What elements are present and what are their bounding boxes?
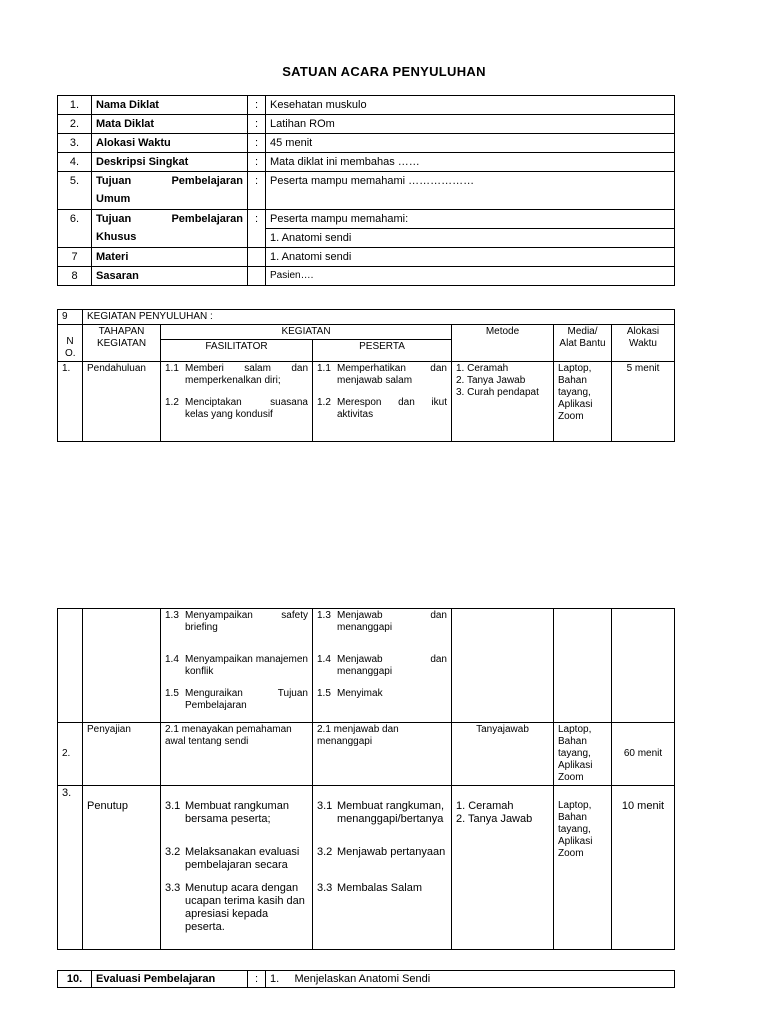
row-value: Peserta mampu memahami: bbox=[266, 210, 675, 229]
tahap-label bbox=[83, 786, 161, 950]
item-text: Menjawab dan menanggapi bbox=[337, 654, 447, 677]
alokasi-cell bbox=[612, 786, 675, 950]
row-number: 4. bbox=[58, 153, 92, 172]
item-number: 1.2 bbox=[165, 397, 179, 408]
peserta-cell bbox=[313, 786, 452, 950]
table-row bbox=[58, 362, 675, 442]
item-number: 1.4 bbox=[317, 654, 331, 665]
item-number: 3.3 bbox=[165, 882, 181, 894]
list-item bbox=[165, 688, 308, 712]
metode-item: 1. Ceramah bbox=[456, 800, 514, 812]
row-separator: : bbox=[248, 134, 266, 153]
section-heading: KEGIATAN PENYULUHAN : bbox=[83, 310, 675, 325]
table-row bbox=[58, 723, 675, 786]
evaluasi-table bbox=[57, 970, 675, 988]
header-peserta: PESERTA bbox=[313, 340, 452, 362]
metode-cell bbox=[452, 609, 554, 723]
item-text: Membuat rangkuman, menanggapi/bertanya bbox=[337, 800, 444, 825]
list-item bbox=[165, 363, 308, 387]
list-item bbox=[317, 882, 447, 895]
media-cell bbox=[554, 786, 612, 950]
list-item bbox=[317, 654, 447, 678]
item-text: Menutup acara dengan ucapan terima kasih dan apresiasi kepada peserta. bbox=[185, 882, 305, 933]
row-number-text: 2. bbox=[62, 748, 71, 759]
header-fasilitator: FASILITATOR bbox=[161, 340, 313, 362]
row-value: Mata diklat ini membahas …… bbox=[266, 153, 675, 172]
row-number: 10. bbox=[58, 971, 92, 988]
row-separator: : bbox=[248, 971, 266, 988]
list-item bbox=[165, 846, 308, 872]
item-number: 1.3 bbox=[165, 610, 179, 621]
row-number: 5. bbox=[58, 172, 92, 210]
row-label bbox=[92, 172, 248, 210]
tahap-text: Penutup bbox=[87, 800, 128, 812]
row-separator: : bbox=[248, 172, 266, 210]
media-cell: Laptop, Bahan tayang, Aplikasi Zoom bbox=[554, 362, 612, 442]
table-row bbox=[58, 134, 675, 153]
item-text: Menguraikan Tujuan Pembelajaran bbox=[185, 688, 308, 711]
info-table bbox=[57, 95, 675, 286]
metode-item: 3. Curah pendapat bbox=[456, 387, 539, 398]
header-metode: Metode bbox=[452, 325, 554, 362]
metode-item: 1. Ceramah bbox=[456, 363, 509, 374]
item-number: 3.2 bbox=[165, 846, 181, 858]
item-text: Memberi salam dan memperkenalkan diri; bbox=[185, 363, 308, 386]
item-text: Membalas Salam bbox=[337, 882, 422, 894]
kegiatan-table bbox=[57, 309, 675, 442]
table-row bbox=[58, 96, 675, 115]
item-text: Menjawab pertanyaan bbox=[337, 846, 446, 858]
label-part: Tujuan bbox=[96, 213, 132, 225]
item-number: 1.1 bbox=[317, 363, 331, 374]
table-row bbox=[58, 786, 675, 950]
row-label: Evaluasi Pembelajaran bbox=[92, 971, 248, 988]
row-number: 3. bbox=[58, 786, 83, 950]
row-label: Mata Diklat bbox=[92, 115, 248, 134]
tahap-label: Penyajian bbox=[83, 723, 161, 786]
page-title: SATUAN ACARA PENYULUHAN bbox=[282, 64, 486, 79]
alokasi-cell: 5 menit bbox=[612, 362, 675, 442]
media-cell: Laptop, Bahan tayang, Aplikasi Zoom bbox=[554, 723, 612, 786]
table-row bbox=[58, 248, 675, 267]
metode-cell: Tanyajawab bbox=[452, 723, 554, 786]
table-row bbox=[58, 325, 675, 340]
list-item bbox=[317, 610, 447, 634]
peserta-cell bbox=[313, 609, 452, 723]
item-number: 3.2 bbox=[317, 846, 333, 858]
row-number: 2. bbox=[58, 115, 92, 134]
header-alokasi: Alokasi Waktu bbox=[612, 325, 675, 362]
header-media: Media/ Alat Bantu bbox=[554, 325, 612, 362]
item-text: Menciptakan suasana kelas yang kondusif bbox=[185, 397, 308, 420]
metode-item: 2. Tanya Jawab bbox=[456, 813, 533, 825]
list-item bbox=[317, 846, 447, 859]
item-number: 1.2 bbox=[317, 397, 331, 408]
row-separator: : bbox=[248, 153, 266, 172]
list-item bbox=[165, 800, 308, 826]
header-no bbox=[58, 325, 83, 362]
table-row bbox=[58, 310, 675, 325]
metode-cell bbox=[452, 362, 554, 442]
row-separator bbox=[248, 267, 266, 286]
item-text: Menyimak bbox=[337, 688, 383, 699]
row-number: 6. bbox=[58, 210, 92, 248]
tahap-label bbox=[83, 609, 161, 723]
list-item bbox=[165, 610, 308, 634]
list-item bbox=[165, 654, 308, 678]
row-number: 3. bbox=[58, 134, 92, 153]
tahap-label: Pendahuluan bbox=[83, 362, 161, 442]
row-label bbox=[92, 210, 248, 248]
label-part: Tujuan bbox=[96, 175, 132, 187]
peserta-cell: 2.1 menjawab dan menanggapi bbox=[313, 723, 452, 786]
item-number: 3.1 bbox=[165, 800, 181, 812]
row-label: Sasaran bbox=[92, 267, 248, 286]
list-item bbox=[317, 363, 447, 387]
row-value: Pasien…. bbox=[266, 267, 675, 286]
header-kegiatan: KEGIATAN bbox=[161, 325, 452, 340]
item-number: 1.5 bbox=[165, 688, 179, 699]
alokasi-cell bbox=[612, 723, 675, 786]
row-label: Nama Diklat bbox=[92, 96, 248, 115]
peserta-cell bbox=[313, 362, 452, 442]
table-row bbox=[58, 210, 675, 229]
row-label: Materi bbox=[92, 248, 248, 267]
item-text: Menjawab dan menanggapi bbox=[337, 610, 447, 633]
row-separator bbox=[248, 248, 266, 267]
table-row bbox=[58, 153, 675, 172]
alokasi-cell bbox=[612, 609, 675, 723]
table-row bbox=[58, 115, 675, 134]
row-value: 45 menit bbox=[266, 134, 675, 153]
item-number: 1.3 bbox=[317, 610, 331, 621]
label-part: Umum bbox=[96, 193, 131, 205]
list-item bbox=[317, 800, 447, 826]
table-row bbox=[58, 971, 675, 988]
table-row bbox=[58, 172, 675, 210]
row-number: 8 bbox=[58, 267, 92, 286]
row-label: Deskripsi Singkat bbox=[92, 153, 248, 172]
fasilitator-cell bbox=[161, 362, 313, 442]
item-text: Merespon dan ikut aktivitas bbox=[337, 397, 447, 420]
section-number: 9 bbox=[58, 310, 83, 325]
table-row bbox=[58, 609, 675, 723]
label-part: Khusus bbox=[96, 231, 137, 243]
row-separator: : bbox=[248, 210, 266, 248]
label-part: Pembelajaran bbox=[171, 175, 243, 187]
list-item bbox=[165, 882, 308, 934]
row-value: Kesehatan muskulo bbox=[266, 96, 675, 115]
media-text: Laptop, Bahan tayang, Aplikasi Zoom bbox=[558, 800, 593, 859]
row-label: Alokasi Waktu bbox=[92, 134, 248, 153]
row-value: Peserta mampu memahami ……………… bbox=[266, 172, 675, 210]
row-number bbox=[58, 609, 83, 723]
header-no-text: N O. bbox=[65, 336, 76, 359]
list-item bbox=[165, 397, 308, 421]
row-number bbox=[58, 723, 83, 786]
list-item bbox=[317, 688, 447, 700]
item-number: 3.3 bbox=[317, 882, 333, 894]
item-number: 1.1 bbox=[165, 363, 179, 374]
row-separator: : bbox=[248, 96, 266, 115]
item-text: Menyampaikan safety briefing bbox=[185, 610, 308, 633]
item-number: 1.4 bbox=[165, 654, 179, 665]
row-number: 1. bbox=[58, 96, 92, 115]
item-text: Memperhatikan dan menjawab salam bbox=[337, 363, 447, 386]
row-value: Latihan ROm bbox=[266, 115, 675, 134]
table-row bbox=[58, 267, 675, 286]
row-value: 1. Anatomi sendi bbox=[266, 248, 675, 267]
row-value: 1. Anatomi sendi bbox=[266, 229, 675, 248]
row-separator: : bbox=[248, 115, 266, 134]
alokasi-text: 60 menit bbox=[623, 748, 663, 759]
item-text: Menyampaikan manajemen konflik bbox=[185, 654, 308, 677]
kegiatan-table-continued bbox=[57, 608, 675, 950]
row-value: 1. Menjelaskan Anatomi Sendi bbox=[266, 971, 675, 988]
item-text: Melaksanakan evaluasi pembelajaran secara bbox=[185, 846, 300, 871]
fasilitator-cell: 2.1 menayakan pemahaman awal tentang sendi bbox=[161, 723, 313, 786]
metode-item: 2. Tanya Jawab bbox=[456, 375, 526, 386]
item-text: Membuat rangkuman bersama peserta; bbox=[185, 800, 289, 825]
row-number: 7 bbox=[58, 248, 92, 267]
fasilitator-cell bbox=[161, 609, 313, 723]
metode-cell bbox=[452, 786, 554, 950]
header-tahapan: TAHAPAN KEGIATAN bbox=[83, 325, 161, 362]
fasilitator-cell bbox=[161, 786, 313, 950]
list-item bbox=[317, 397, 447, 421]
label-part: Pembelajaran bbox=[171, 213, 243, 225]
media-cell bbox=[554, 609, 612, 723]
row-number: 1. bbox=[58, 362, 83, 442]
item-number: 3.1 bbox=[317, 800, 333, 812]
item-number: 1.5 bbox=[317, 688, 331, 699]
alokasi-text: 10 menit bbox=[621, 800, 665, 812]
